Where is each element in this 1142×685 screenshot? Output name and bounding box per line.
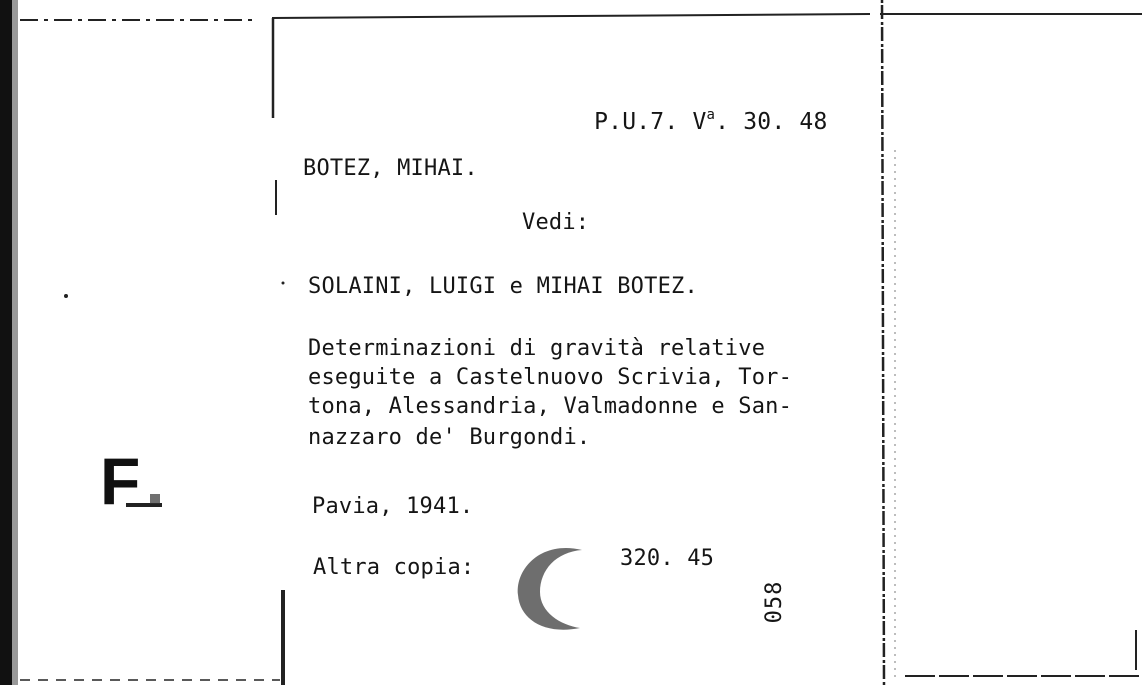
see-reference: Vedi: bbox=[522, 210, 590, 235]
shelfmark-sup: a bbox=[706, 107, 716, 123]
imprint: Pavia, 1941. bbox=[312, 494, 474, 519]
side-letter: F bbox=[100, 444, 141, 518]
left-edge-bar bbox=[0, 0, 12, 685]
scan-dot bbox=[282, 282, 285, 285]
title-line: tona, Alessandria, Valmadonne e San- bbox=[308, 394, 793, 419]
shelfmark-tail: . 30. 48 bbox=[715, 109, 828, 135]
other-copy-label: Altra copia: bbox=[313, 555, 475, 580]
card-top-border bbox=[272, 14, 870, 18]
scan-mark bbox=[150, 494, 160, 504]
card-number: 058 bbox=[762, 580, 787, 624]
other-copy-value: 320. 45 bbox=[620, 546, 715, 571]
title-line: nazzaro de' Burgondi. bbox=[308, 425, 591, 450]
ring-stamp-icon bbox=[518, 548, 582, 630]
shelfmark-main: P.U.7. V bbox=[594, 109, 707, 135]
scan-dot bbox=[64, 294, 68, 298]
title-line: Determinazioni di gravità relative bbox=[308, 336, 766, 361]
card-heading: BOTEZ, MIHAI. bbox=[303, 156, 478, 181]
card-right-border bbox=[882, 0, 884, 685]
left-edge-gray bbox=[12, 0, 18, 685]
authors-line: SOLAINI, LUIGI e MIHAI BOTEZ. bbox=[308, 274, 698, 299]
title-line: eseguite a Castelnuovo Scrivia, Tor- bbox=[308, 365, 793, 390]
shelfmark bbox=[566, 77, 828, 140]
